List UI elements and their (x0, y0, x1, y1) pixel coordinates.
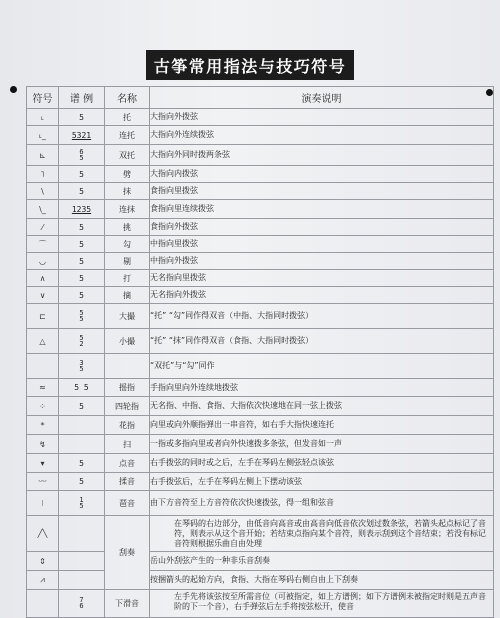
row-description: 大指向外同时拨两条弦 (150, 145, 494, 166)
table-header-row (27, 87, 494, 109)
row-description: “托” “勾”同作得双音（中指、大指同时拨弦） (150, 304, 494, 329)
row-name (105, 354, 150, 379)
row-description: 无名指向外拨弦 (150, 287, 494, 304)
row-symbol: ∧ (27, 270, 59, 287)
table-row (27, 304, 494, 329)
row-symbol: ∨ (27, 287, 59, 304)
table-row (27, 435, 494, 454)
row-name: 剔 (105, 253, 150, 270)
table-row (27, 454, 494, 473)
fingering-table (26, 86, 494, 618)
table-row (27, 590, 494, 618)
row-name: 挑 (105, 219, 150, 236)
row-description: 由下方音符至上方音符依次快速拨弦，得一组和弦音 (150, 491, 494, 516)
table-row (27, 516, 494, 552)
row-symbol: \_ (27, 200, 59, 219)
row-example: 3 5 (79, 358, 84, 373)
row-symbol (27, 354, 59, 379)
binding-dot-left (10, 86, 17, 93)
row-name: 劈 (105, 166, 150, 183)
row-example: 5 5 (59, 379, 105, 397)
row-example (59, 552, 105, 571)
row-name: 四轮指 (105, 397, 150, 416)
row-example (59, 435, 105, 454)
table-row (27, 145, 494, 166)
row-name: 摇指 (105, 379, 150, 397)
row-example (59, 571, 105, 590)
table-row (27, 219, 494, 236)
row-symbol: ⁘ (27, 397, 59, 416)
row-name: 下滑音 (105, 590, 150, 618)
row-symbol: ˪_ (27, 126, 59, 145)
row-symbol: ╱╲ (27, 516, 59, 552)
row-name: 揉音 (105, 473, 150, 491)
row-symbol (27, 590, 59, 618)
table-row (27, 571, 494, 590)
row-description: 大指向内拨弦 (150, 166, 494, 183)
table-row (27, 354, 494, 379)
row-symbol: ˥ (27, 166, 59, 183)
row-symbol: ⊾ (27, 145, 59, 166)
row-example: 5 (59, 219, 105, 236)
row-symbol: ⩘ (27, 571, 59, 590)
row-description: 食指向里拨弦 (150, 183, 494, 200)
row-description: 大指向外连续拨弦 (150, 126, 494, 145)
row-name: 抹 (105, 183, 150, 200)
row-description: 一指或多指向里或者向外快速拨多条弦，但发音如一声 (150, 435, 494, 454)
header-example: 谱 例 (59, 87, 105, 109)
row-name: 勾 (105, 236, 150, 253)
table-row (27, 183, 494, 200)
row-description: 大指向外拨弦 (150, 109, 494, 126)
row-example: 5 (59, 473, 105, 491)
row-description: 手指向里向外连续地拨弦 (150, 379, 494, 397)
row-name: 摘 (105, 287, 150, 304)
row-description: 无名指向里拨弦 (150, 270, 494, 287)
row-example: 5 (59, 270, 105, 287)
table-row (27, 287, 494, 304)
table-row (27, 109, 494, 126)
row-name: 刮奏 (105, 516, 150, 590)
table-row (27, 329, 494, 354)
row-description: 向里或向外顺指弹出一串音符，如右手大指快速连托 (150, 416, 494, 435)
row-example: 5 (59, 253, 105, 270)
header-description: 演奏说明 (150, 87, 494, 109)
table-row (27, 166, 494, 183)
table-row (27, 253, 494, 270)
row-symbol: ⇕ (27, 552, 59, 571)
row-symbol: ◡ (27, 253, 59, 270)
row-description: 中指向外拨弦 (150, 253, 494, 270)
table-row (27, 200, 494, 219)
row-description: “托” “抹”同作得双音（食指、大指同时拨弦） (150, 329, 494, 354)
row-example: 5321 (59, 126, 105, 145)
row-example: 5 2 (79, 333, 84, 348)
row-description: 按捆箭头的起始方向，食指、大指在琴码右侧自由上下刮奏 (150, 571, 494, 590)
row-symbol: ▾ (27, 454, 59, 473)
table-row (27, 491, 494, 516)
row-symbol: △ (27, 329, 59, 354)
row-example: 5 (59, 166, 105, 183)
row-example: 5 (59, 109, 105, 126)
row-symbol: ⁝ (27, 491, 59, 516)
row-symbol: * (27, 416, 59, 435)
row-name: 双托 (105, 145, 150, 166)
row-description: 左手先将该弦按至所需音位（可被指定，如上方谱例；如下方谱例未被指定时则是五声音阶的下一个音），右手弹弦后左手将按弦松开，使音 (150, 590, 494, 618)
row-symbol: ↯ (27, 435, 59, 454)
table-row (27, 397, 494, 416)
row-example (59, 516, 105, 552)
row-symbol: ˪ (27, 109, 59, 126)
row-description: 在琴码的右边部分，由低音向高音或由高音向低音依次划过数条弦，若箭头起点标记了音符，则表示从这个音开始；若结束点指向某个音符，则表示刮到这个音结束；若没有标记音符则根据乐曲自由处理 (150, 516, 494, 552)
table-row (27, 126, 494, 145)
row-name: 小撮 (105, 329, 150, 354)
row-description: 岳山外刮弦产生的一种非乐音刮奏 (150, 552, 494, 571)
row-name: 扫 (105, 435, 150, 454)
table-row (27, 270, 494, 287)
row-name: 琶音 (105, 491, 150, 516)
row-description: 无名指、中指、食指、大指依次快速地在同一弦上拨弦 (150, 397, 494, 416)
row-example: 5 (59, 183, 105, 200)
row-example: 6 5 (79, 147, 84, 162)
row-name: 托 (105, 109, 150, 126)
row-example: 5 (59, 454, 105, 473)
row-example (59, 416, 105, 435)
table-row (27, 552, 494, 571)
row-name: 连托 (105, 126, 150, 145)
row-example: 1235 (59, 200, 105, 219)
row-example: 5 (59, 236, 105, 253)
row-name: 花指 (105, 416, 150, 435)
table-row (27, 473, 494, 491)
row-name: 打 (105, 270, 150, 287)
row-description: “双托”与“勾”同作 (150, 354, 494, 379)
table-row (27, 236, 494, 253)
row-symbol: ⁄ (27, 219, 59, 236)
row-description: 食指向里连续拨弦 (150, 200, 494, 219)
row-name: 连抹 (105, 200, 150, 219)
row-example: 5 (59, 287, 105, 304)
row-description: 食指向外拨弦 (150, 219, 494, 236)
row-name: 大撮 (105, 304, 150, 329)
row-example: 5 5 (79, 308, 84, 323)
row-example: 7 6 (79, 596, 84, 610)
row-description: 右手拨弦后，左手在琴码左侧上下摆动该弦 (150, 473, 494, 491)
row-symbol: 〰 (27, 473, 59, 491)
row-symbol: \ (27, 183, 59, 200)
page-title: 古筝常用指法与技巧符号 (146, 50, 355, 80)
table-row (27, 379, 494, 397)
header-symbol: 符号 (27, 87, 59, 109)
row-symbol: ⊏ (27, 304, 59, 329)
row-example: 5 (59, 397, 105, 416)
row-description: 中指向里拨弦 (150, 236, 494, 253)
header-name: 名称 (105, 87, 150, 109)
row-symbol: ≈ (27, 379, 59, 397)
title-area (0, 50, 500, 80)
table-row (27, 416, 494, 435)
row-description: 右手拨弦的同时或之后，左手在琴码左侧弦轻点该弦 (150, 454, 494, 473)
row-symbol: ⌒ (27, 236, 59, 253)
row-example: 1 5 (79, 495, 84, 510)
row-name: 点音 (105, 454, 150, 473)
